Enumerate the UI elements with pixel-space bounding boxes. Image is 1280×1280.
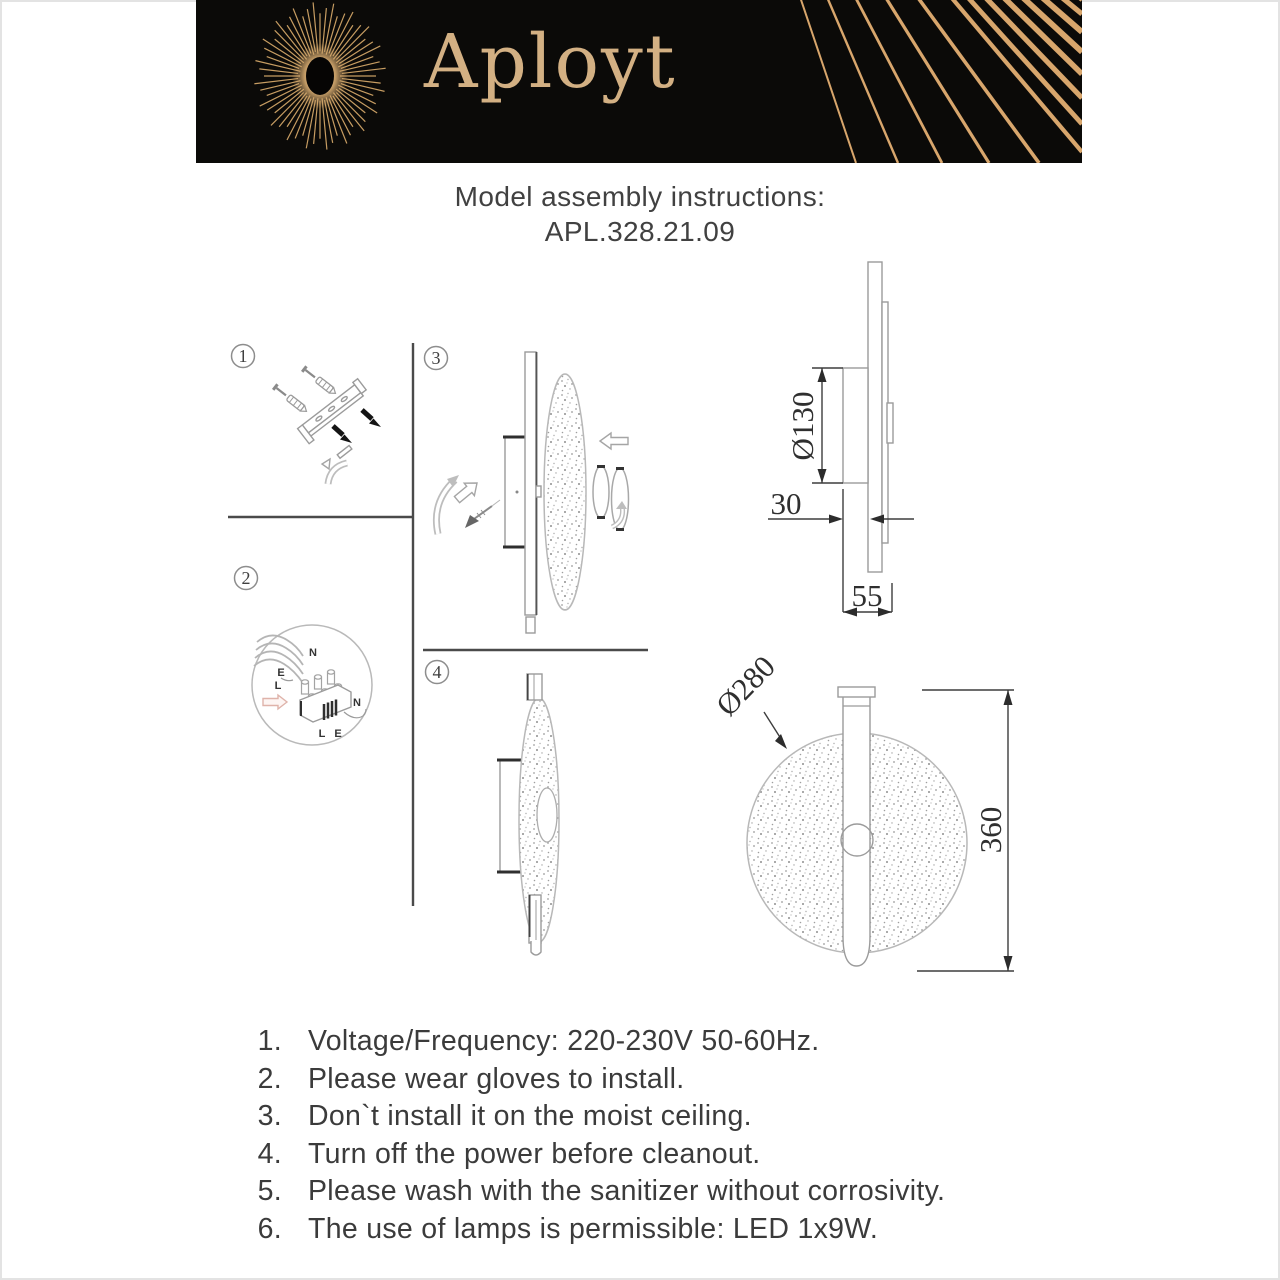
item-text: Voltage/Frequency: 220-230V 50-60Hz.: [308, 1025, 820, 1057]
step2-wiring-diagram: [252, 625, 372, 745]
item-number: 6.: [257, 1212, 282, 1245]
step4-number: 4: [432, 662, 442, 682]
wire-label-e: E: [334, 728, 342, 740]
step4-assembled-diagram: [497, 674, 559, 955]
list-item: [0, 1137, 1280, 1170]
dim-side-diameter: Ø130: [785, 391, 820, 461]
step3-number: 3: [431, 348, 441, 368]
page-title: Model assembly instructions:: [454, 181, 826, 212]
wire-label-n: N: [309, 647, 317, 659]
item-number: 4.: [257, 1137, 282, 1170]
list-item: [0, 1102, 1280, 1132]
instruction-list: [0, 1027, 1280, 1252]
wire-label-l: L: [274, 680, 282, 692]
step3-assembly-diagram: [436, 352, 628, 633]
wire-label-e: E: [277, 667, 285, 679]
attach-direction-arrow: [600, 433, 628, 449]
item-text: The use of lamps is permissible: LED 1x9W.: [308, 1212, 879, 1245]
rotate-arrow-icon: [322, 459, 330, 469]
item-text: Don`t install it on the moist ceiling.: [308, 1100, 752, 1132]
dim-wall-offset: 30: [770, 486, 802, 521]
list-item: [0, 1062, 1280, 1095]
speckled-diffuser-disc: [544, 374, 586, 610]
model-number: APL.328.21.09: [544, 216, 736, 247]
wire-label-l: L: [318, 728, 326, 740]
lock-ring: [593, 466, 609, 518]
item-text: Please wear gloves to install.: [308, 1062, 685, 1095]
dim-height: 360: [973, 806, 1008, 854]
wire-label-n: N: [353, 697, 361, 709]
item-text: Turn off the power before cleanout.: [308, 1137, 761, 1170]
step1-bracket-diagram: [272, 365, 381, 484]
list-item: [0, 1177, 1280, 1207]
dim-total-depth: 55: [851, 578, 883, 613]
twist-ring-arrow: [616, 501, 627, 509]
panel-dividers: [228, 343, 648, 906]
item-number: 3.: [257, 1100, 282, 1132]
item-number: 5.: [257, 1175, 282, 1207]
push-arrow-icon: [454, 483, 477, 503]
item-number: 2.: [257, 1062, 282, 1095]
brand-logo-text: Aployt: [424, 19, 677, 105]
step2-number: 2: [241, 568, 251, 588]
item-number: 1.: [257, 1025, 282, 1057]
front-dimension-drawing: [709, 649, 1014, 971]
side-dimension-drawing: [768, 262, 914, 617]
list-item: [0, 1027, 1280, 1057]
dim-front-diameter: Ø280: [708, 648, 782, 723]
item-text: Please wash with the sanitizer without corrosivity.: [308, 1175, 946, 1207]
step1-number: 1: [238, 346, 248, 366]
list-item: [0, 1212, 1280, 1245]
